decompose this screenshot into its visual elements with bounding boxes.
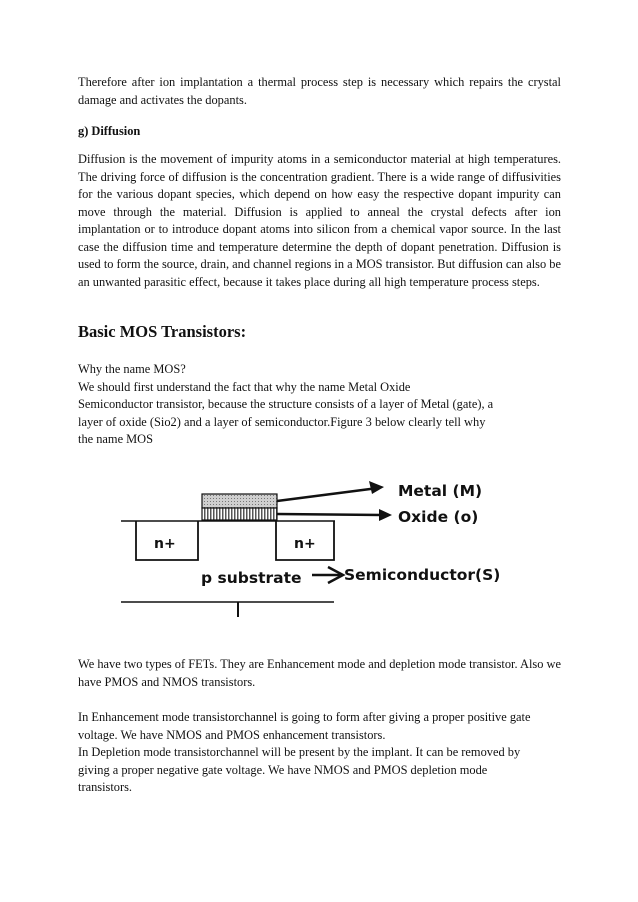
heading-basic-mos: Basic MOS Transistors: [78, 322, 247, 341]
paragraph-thermal-process: Therefore after ion implantation a thermal process step is necessary which repairs the crystal damage and activates the dopants. [78, 75, 561, 107]
paragraph-fet-types: We have two types of FETs. They are Enhancement mode and depletion mode transistor. Also we have PMOS and NMOS transistors. [78, 657, 561, 689]
arrow-oxide-head [379, 509, 392, 521]
why-mos-line-5: the name MOS [78, 432, 154, 446]
gate-metal-layer [202, 494, 277, 508]
paragraph-diffusion: Diffusion is the movement of impurity atoms in a semiconductor material at high temperatures. The driving force of diffusion is the concentration gradient. There is a wide range of diffusivities for the various dopant species, which depend on how easy the respective dopant impurity can move through the material. Diffusion is applied to anneal the crystal defects after ion implantation or to introduce dopant atoms into silicon from a chemical vapor source. In the last case the diffusion time and temperature determine the depth of dopant penetration. Diffusion is used to form the source, drain, and channel regions in a MOS transistor. But diffusion can also be an unwanted parasitic effect, because it takes place during all high temperature process steps. [78, 152, 561, 289]
arrow-metal-line [277, 488, 378, 501]
depletion-line-2: giving a proper negative gate voltage. We have NMOS and PMOS depletion mode [78, 762, 488, 777]
enhancement-line-2: voltage. We have NMOS and PMOS enhancement transistors. [78, 727, 386, 742]
arrow-metal-head [369, 481, 384, 494]
label-n-plus-right: n+ [294, 536, 316, 552]
heading-diffusion: g) Diffusion [78, 124, 141, 138]
paragraph-enhancement-depletion [78, 709, 561, 797]
label-oxide: Oxide (o) [398, 508, 479, 526]
label-p-substrate: p substrate [201, 569, 302, 587]
label-n-plus-left: n+ [154, 536, 176, 552]
gate-oxide-layer [202, 508, 277, 520]
why-mos-line-2: We should first understand the fact that why the name Metal Oxide [78, 379, 411, 394]
arrow-oxide-line [277, 514, 382, 515]
why-mos-line-3: Semiconductor transistor, because the structure consists of a layer of Metal (gate), a [78, 397, 494, 411]
why-mos-line-4: layer of oxide (Sio2) and a layer of semiconductor.Figure 3 below clearly tell why [78, 414, 486, 429]
why-mos-line-1: Why the name MOS? [78, 362, 186, 376]
label-semiconductor: Semiconductor(S) [344, 566, 501, 584]
enhancement-line-1: In Enhancement mode transistorchannel is going to form after giving a proper positive gate [78, 710, 531, 724]
depletion-line-1: In Depletion mode transistorchannel will be present by the implant. It can be removed by [78, 745, 521, 759]
depletion-line-3: transistors. [78, 780, 133, 794]
label-metal: Metal (M) [398, 482, 483, 500]
